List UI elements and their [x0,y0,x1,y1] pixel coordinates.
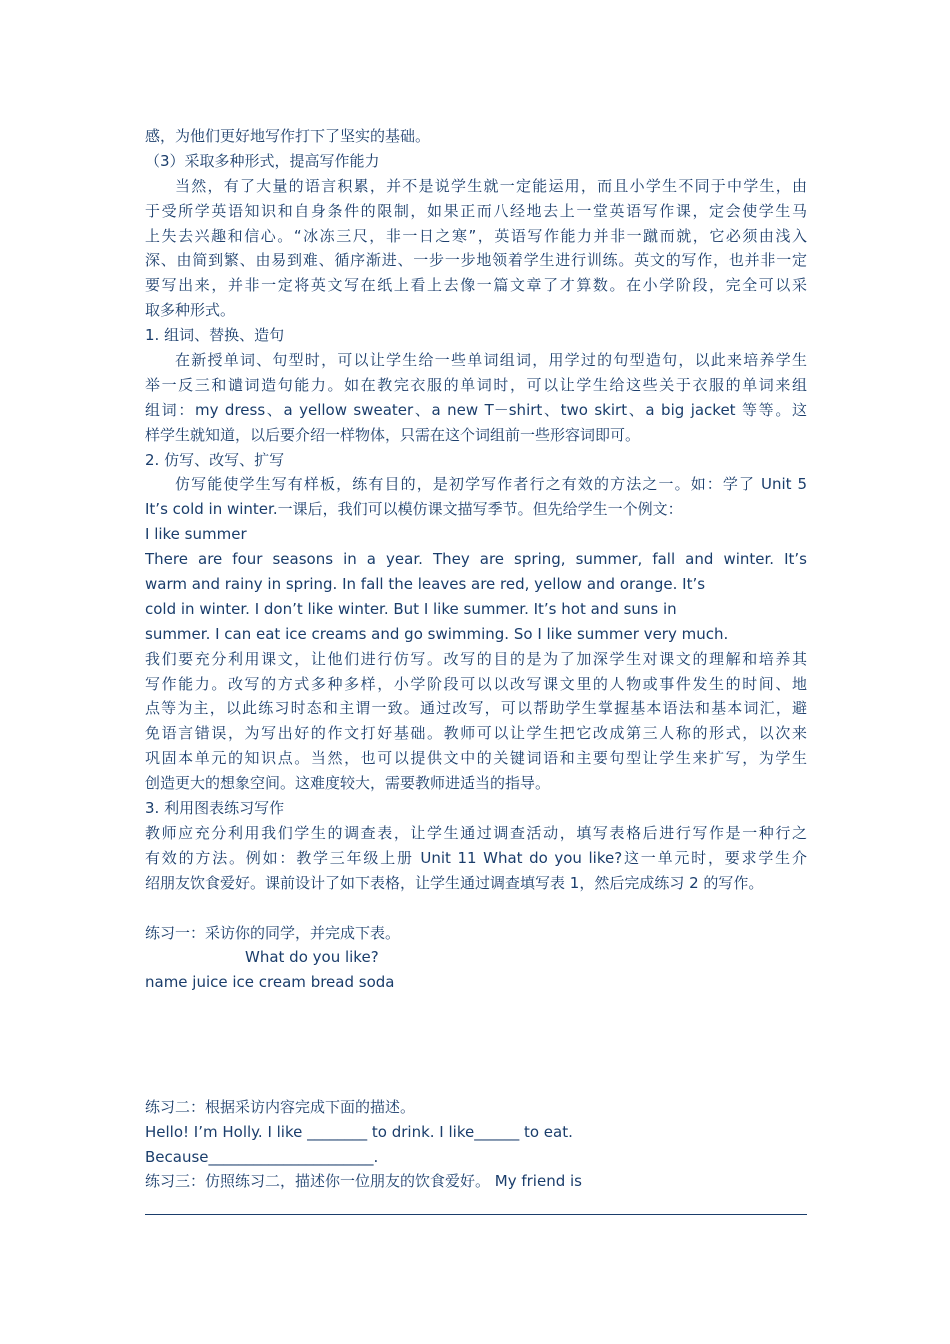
text-line: 绍朋友饮食爱好。课前设计了如下表格，让学生通过调查填写表 1，然后完成练习 2 的写作。 [145,873,764,892]
subsection-heading: 2. 仿写、改写、扩写 [145,450,285,469]
answer-underline [145,1194,807,1219]
text-line: 深、由简到繁、由易到难、循序渐进、一步一步地领着学生进行训练。英文的写作，也并非一定 [145,251,807,270]
text-line: 有效的方法。例如：教学三年级上册 Unit 11 What do you like?这一单元时，要求学生介 [145,848,807,867]
exercise-3-heading: 练习三：仿照练习二，描述你一位朋友的饮食爱好。 My friend is [145,1172,582,1191]
text-line: 免语言错误，为写出好的作文打好基础。教师可以让学生把它改成第三人称的形式，以次来 [145,724,807,743]
example-text-line: cold in winter. I don’t like winter. But I like summer. It’s hot and suns in [145,599,677,618]
exercise-1-heading: 练习一：采访你的同学，并完成下表。 [145,923,401,942]
table-title: What do you like? [245,948,379,967]
text-line: 要写出来，并非一定将英文写在纸上看上去像一篇文章了才算数。在小学阶段，完全可以采 [145,276,807,295]
text-line: 上失去兴趣和信心。“冰冻三尺，非一日之寒”，英语写作能力并非一蹴而就，它必须由浅入 [145,226,807,245]
example-title: I like summer [145,525,247,544]
example-text-line: warm and rainy in spring. In fall the leaves are red, yellow and orange. It’s [145,575,706,594]
fill-in-line: Hello! I’m Holly. I like ________ to drink. I like______ to eat. [145,1122,573,1141]
text-line: 教师应充分利用我们学生的调查表，让学生通过调查活动，填写表格后进行写作是一种行之 [145,823,807,842]
text-line: 组词：my dress、a yellow sweater、a new T－shirt、two skirt、a big jacket 等等。这 [145,400,807,419]
subsection-heading: 1. 组词、替换、造句 [145,326,285,345]
exercise-2-heading: 练习二：根据采访内容完成下面的描述。 [145,1097,416,1116]
example-text-line: summer. I can eat ice creams and go swimming. So I like summer very much. [145,624,729,643]
table-header-row: name juice ice cream bread soda [145,973,395,992]
text-line: 创造更大的想象空间。这难度较大，需要教师进适当的指导。 [145,774,551,793]
text-line: 写作能力。改写的方式多种多样，小学阶段可以以改写课文里的人物或事件发生的时间、地 [145,674,807,693]
table-blank-area [145,995,807,1095]
blank-line [145,896,807,921]
text-line: 我们要充分利用课文，让他们进行仿写。改写的目的是为了加深学生对课文的理解和培养其 [145,649,807,668]
text-line: 举一反三和谴词造句能力。如在教完衣服的单词时，可以让学生给这些关于衣服的单词来组 [145,375,807,394]
text-line: 当然，有了大量的语言积累，并不是说学生就一定能运用，而且小学生不同于中学生，由 [175,176,807,195]
text-line: 巩固本单元的知识点。当然，也可以提供文中的关键词语和主要句型让学生来扩写，为学生 [145,749,807,768]
text-line: 点等为主，以此练习时态和主谓一致。通过改写，可以帮助学生掌握基本语法和基本词汇，避 [145,699,807,718]
text-line: 感，为他们更好地写作打下了坚实的基础。 [145,127,431,145]
text-line: It’s cold in winter.一课后，我们可以模仿课文描写季节。但先给学生一个例文： [145,500,683,519]
example-text-line: There are four seasons in a year. They are spring, summer, fall and winter. It’s [145,550,807,569]
section-heading: （3）采取多种形式，提高写作能力 [145,151,380,170]
text-line: 仿写能使学生写有样板，练有目的，是初学写作者行之有效的方法之一。如：学了 Unit 5 [175,475,807,494]
fill-in-line: Because______________________. [145,1147,379,1166]
text-line: 于受所学英语知识和自身条件的限制，如果正而八经地去上一堂英语写作课，定会使学生马 [145,201,807,220]
text-line: 取多种形式。 [145,301,236,320]
subsection-heading: 3. 利用图表练习写作 [145,799,285,818]
document-body [145,124,807,1219]
text-line: 在新授单词、句型时，可以让学生给一些单词组词，用学过的句型造句，以此来培养学生 [175,351,807,370]
text-line: 样学生就知道，以后要介绍一样物体，只需在这个词组前一些形容词即可。 [145,425,641,444]
